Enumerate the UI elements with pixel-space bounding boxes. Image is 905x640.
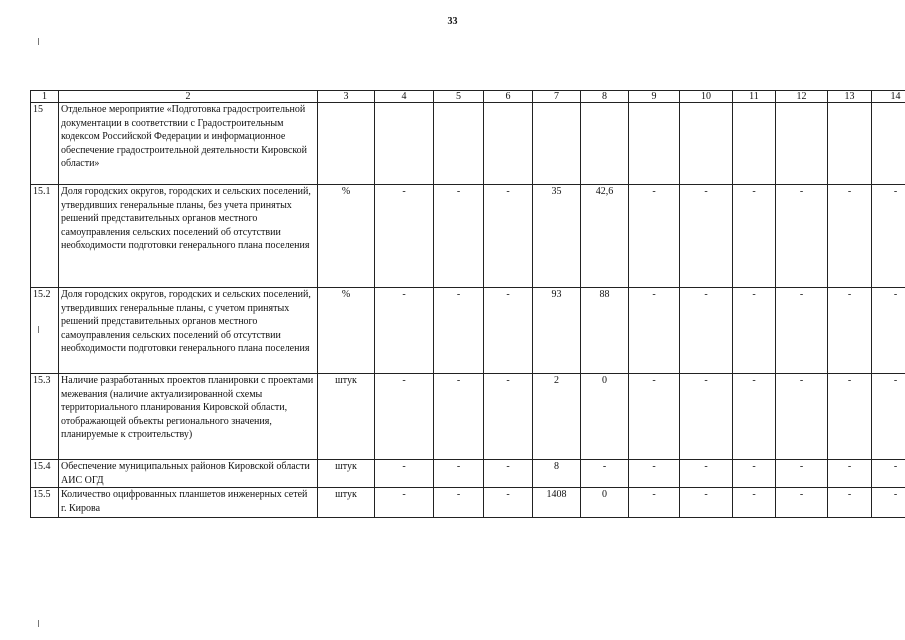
value-cell: 88 [581, 288, 629, 374]
column-number: 1 [31, 91, 59, 103]
table-row [31, 460, 905, 488]
page-number: 33 [447, 16, 458, 27]
table-row [31, 103, 905, 185]
row-description-cell: Обеспечение муниципальных районов Кировской области АИС ОГД [59, 460, 318, 488]
value-cell: - [828, 460, 872, 488]
value-cell: 0 [581, 488, 629, 518]
value-cell: - [484, 288, 533, 374]
row-description-cell: Доля городских округов, городских и сельских поселений, утвердивших генеральные планы, без учета принятых решений представительных органов местного самоуправления сельских поселений об отсутствии необходимости подготовки генерального плана поселения [59, 185, 318, 288]
value-cell: - [434, 185, 484, 288]
row-number-cell: 15.4 [31, 460, 59, 488]
value-cell: - [872, 374, 905, 460]
value-cell: 2 [533, 374, 581, 460]
column-number: 11 [733, 91, 776, 103]
value-cell: 35 [533, 185, 581, 288]
column-number: 13 [828, 91, 872, 103]
value-cell: - [776, 374, 828, 460]
table-body [31, 103, 905, 518]
table-row [31, 288, 905, 374]
value-cell [680, 103, 733, 185]
value-cell: - [776, 185, 828, 288]
value-cell: - [828, 374, 872, 460]
value-cell: - [828, 288, 872, 374]
column-number: 12 [776, 91, 828, 103]
unit-cell: штук [318, 374, 375, 460]
column-number: 4 [375, 91, 434, 103]
value-cell: 42,6 [581, 185, 629, 288]
column-number: 8 [581, 91, 629, 103]
value-cell [733, 103, 776, 185]
value-cell [533, 103, 581, 185]
value-cell: - [375, 288, 434, 374]
row-number-cell: 15.1 [31, 185, 59, 288]
value-cell: - [776, 488, 828, 518]
value-cell: - [434, 460, 484, 488]
value-cell: - [484, 460, 533, 488]
value-cell [828, 103, 872, 185]
row-number-cell: 15.2 [31, 288, 59, 374]
unit-cell: штук [318, 460, 375, 488]
value-cell: - [680, 374, 733, 460]
value-cell: - [629, 374, 680, 460]
value-cell: - [629, 288, 680, 374]
value-cell: 93 [533, 288, 581, 374]
value-cell [581, 103, 629, 185]
scan-mark [38, 38, 39, 45]
unit-cell [318, 103, 375, 185]
value-cell: - [434, 288, 484, 374]
row-number-cell: 15.5 [31, 488, 59, 518]
row-number-cell: 15 [31, 103, 59, 185]
value-cell: - [872, 288, 905, 374]
column-number: 6 [484, 91, 533, 103]
value-cell: - [629, 185, 680, 288]
value-cell: - [828, 185, 872, 288]
value-cell [434, 103, 484, 185]
row-description-cell: Наличие разработанных проектов планировки с проектами межевания (наличие актуализированной схемы территориального планирования Кировской области, отображающей объекты регионального значения, планируемые к строительству) [59, 374, 318, 460]
unit-cell: % [318, 185, 375, 288]
value-cell: - [680, 185, 733, 288]
value-cell [872, 103, 905, 185]
value-cell [629, 103, 680, 185]
value-cell: 0 [581, 374, 629, 460]
value-cell [776, 103, 828, 185]
column-number: 14 [872, 91, 905, 103]
column-number: 2 [59, 91, 318, 103]
value-cell [375, 103, 434, 185]
value-cell: - [872, 488, 905, 518]
value-cell: - [776, 460, 828, 488]
value-cell: - [680, 460, 733, 488]
table-row [31, 185, 905, 288]
value-cell: - [680, 288, 733, 374]
value-cell: - [733, 185, 776, 288]
row-description-cell: Отдельное мероприятие «Подготовка градостроительной документации в соответствии с Градостроительным кодексом Российской Федерации и информационное обеспечение градостроительной деятельности Кировской области» [59, 103, 318, 185]
unit-cell: штук [318, 488, 375, 518]
value-cell: 8 [533, 460, 581, 488]
value-cell: - [828, 488, 872, 518]
value-cell: - [733, 488, 776, 518]
value-cell: - [434, 488, 484, 518]
indicators-table [30, 90, 905, 518]
row-number-cell: 15.3 [31, 374, 59, 460]
value-cell: - [375, 488, 434, 518]
value-cell: - [484, 488, 533, 518]
row-description-cell: Количество оцифрованных планшетов инженерных сетей г. Кирова [59, 488, 318, 518]
value-cell: - [581, 460, 629, 488]
value-cell: - [629, 488, 680, 518]
value-cell: - [872, 460, 905, 488]
column-number: 10 [680, 91, 733, 103]
value-cell: - [375, 185, 434, 288]
column-number: 3 [318, 91, 375, 103]
value-cell: - [733, 288, 776, 374]
row-description-cell: Доля городских округов, городских и сельских поселений, утвердивших генеральные планы, с учетом принятых решений представительных органов местного самоуправления сельских поселений об отсутствии необходимости подготовки генерального плана поселения [59, 288, 318, 374]
value-cell: - [375, 460, 434, 488]
value-cell: - [434, 374, 484, 460]
scan-mark [38, 620, 39, 627]
table-row [31, 374, 905, 460]
column-number: 7 [533, 91, 581, 103]
column-number: 5 [434, 91, 484, 103]
column-number-row [31, 91, 905, 103]
value-cell: - [484, 374, 533, 460]
value-cell [484, 103, 533, 185]
value-cell: - [872, 185, 905, 288]
value-cell: - [680, 488, 733, 518]
table-row [31, 488, 905, 518]
value-cell: - [375, 374, 434, 460]
value-cell: - [776, 288, 828, 374]
column-number: 9 [629, 91, 680, 103]
value-cell: 1408 [533, 488, 581, 518]
value-cell: - [733, 460, 776, 488]
value-cell: - [629, 460, 680, 488]
value-cell: - [733, 374, 776, 460]
value-cell: - [484, 185, 533, 288]
unit-cell: % [318, 288, 375, 374]
